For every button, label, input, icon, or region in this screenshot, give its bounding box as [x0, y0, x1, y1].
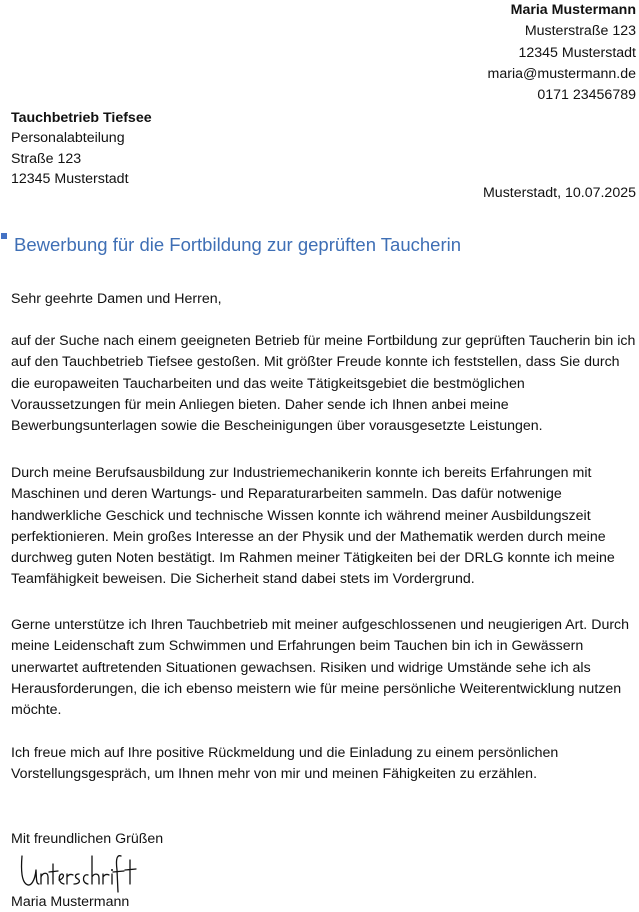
body-paragraph-4: Ich freue mich auf Ihre positive Rückmeldung und die Einladung zu einem persönlichen Vorstellungsgespräch, um Ihnen mehr von mir und meinen Fähigkeiten zu erzählen. [11, 745, 559, 783]
letter-subject: Bewerbung für die Fortbildung zur geprüften Taucherin [14, 234, 462, 255]
body-paragraph-3: Gerne unterstütze ich Ihren Tauchbetrieb mit meiner aufgeschlossenen und neugierigen Art. Durch meine Leidenschaft zum Schwimmen und Erfahrungen beim Tauchen bin ich in Gewässern unerwartet auftretenden Situationen gewachsen. Risiken und widrige Umstände sehe ich als Herausforderungen, die ich ebenso meistern wie für meine persönliche Weiterentwicklung nutzen möchte. [11, 617, 630, 719]
sender-phone: 0171 23456789 [537, 87, 636, 104]
sender-city: 12345 Musterstadt [518, 44, 636, 61]
letter-date: Musterstadt, 10.07.2025 [482, 185, 636, 201]
recipient-city: 12345 Musterstadt [11, 170, 129, 187]
sender-street: Musterstraße 123 [524, 23, 636, 40]
handwritten-signature [18, 850, 140, 894]
sender-email: maria@mustermann.de [487, 65, 636, 82]
salutation: Sehr geehrte Damen und Herren, [11, 291, 222, 307]
sender-address-block [488, 0, 636, 106]
recipient-department: Personalabteilung [11, 130, 125, 147]
recipient-address-block [11, 108, 152, 189]
recipient-street: Straße 123 [11, 150, 82, 167]
signer-name: Maria Mustermann [11, 894, 130, 910]
body-paragraph-1: auf der Suche nach einem geeigneten Betrieb für meine Fortbildung zur geprüften Taucherin bin ich auf den Tauchbetrieb Tiefsee gestoßen. Mit größter Freude konnte ich feststellen, dass Sie durch die europaweiten Taucharbeiten und das weite Tätigkeitsgebiet die bestmöglichen Voraussetzungen für mein Anliegen bieten. Daher sende ich Ihnen anbei meine Bewerbungsunterlagen sowie die Bescheinigungen über vorausgesetzte Leistungen. [11, 333, 636, 435]
sender-name: Maria Mustermann [510, 2, 636, 18]
body-paragraph-2: Durch meine Berufsausbildung zur Industriemechanikerin konnte ich bereits Erfahrungen mit Maschinen und deren Wartungs- und Reparaturarbeiten sammeln. Das dafür notwenige handwerkliche Geschick und technische Wissen konnte ich während meiner Ausbildungszeit perfektionieren. Mein großes Interesse an der Physik und der Mathematik werden durch meine durchweg guten Noten bestätigt. Im Rahmen meiner Tätigkeiten bei der DRLG konnte ich meine Teamfähigkeit beweisen. Die Sicherheit stand dabei stets im Vordergrund. [11, 465, 615, 588]
recipient-company: Tauchbetrieb Tiefsee [11, 110, 152, 126]
heading-marker [1, 233, 7, 239]
closing-phrase: Mit freundlichen Grüßen [11, 831, 164, 847]
